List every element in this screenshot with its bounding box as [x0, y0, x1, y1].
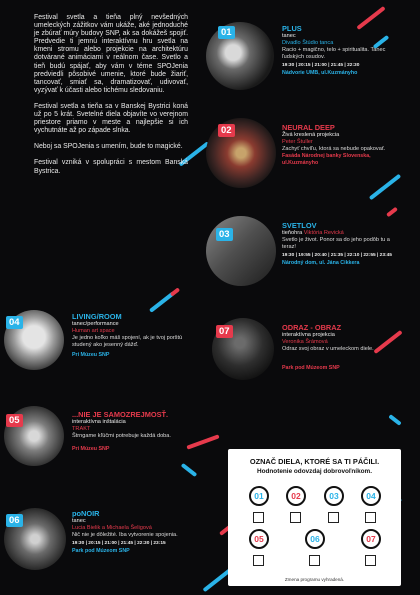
- event-description: Racio + magično, telo + spiritualita. Tanec ľudských osudov.: [282, 46, 386, 60]
- event-category: interaktívna projekcia: [282, 332, 335, 338]
- event-title: SVETLOV: [282, 221, 317, 230]
- event-info: [72, 312, 188, 359]
- vote-checkbox[interactable]: [365, 555, 376, 566]
- vote-number: 05: [249, 529, 269, 549]
- event-category: tanec: [282, 33, 296, 39]
- event-times: 19:30 | 20:15 | 21:00 | 21:45 | 22:30 | 23:15: [72, 540, 166, 546]
- event-title: poNOIR: [72, 509, 100, 518]
- vote-number: 06: [305, 529, 325, 549]
- event-description: Štrngame kľúčmi potrebuje každá doba.: [72, 432, 171, 439]
- event-artist: Divadlo Štúdio tanca: [282, 39, 334, 46]
- event-description: Nič nie je dôležité. Iba vytvorenie spojenia.: [72, 531, 178, 538]
- event-category: [282, 230, 398, 237]
- vote-checkbox[interactable]: [253, 555, 264, 566]
- event-info: [282, 221, 398, 267]
- intro-paragraph: Neboj sa SPOJenia s umením, bude to magické.: [34, 143, 183, 151]
- event-info: [72, 509, 194, 555]
- event-info: [282, 123, 400, 167]
- vote-number: 03: [324, 486, 344, 506]
- event-photo: [206, 216, 276, 286]
- intro-text: [34, 14, 188, 184]
- event-number: 06: [6, 514, 23, 527]
- event-description: Je jedno koľko máš spojení, ak je tvoj porštú studený ako jesenný dážď.: [72, 334, 183, 348]
- intro-paragraph: Festival vzniká v spolupráci s mestom Banská Bystrica.: [34, 159, 188, 175]
- event-category: interaktívna inštalácia: [72, 419, 126, 425]
- event-place: Park pod Múzeom SNP: [72, 547, 130, 554]
- event-number: 05: [6, 414, 23, 427]
- voting-card: [228, 449, 401, 586]
- event-times: 19:30 | 20:15 | 21:00 | 21:45 | 22:30: [282, 62, 360, 68]
- event-title: ODRAZ - OBRAZ: [282, 323, 342, 332]
- event-info: [72, 410, 192, 453]
- event-number: 02: [218, 124, 235, 137]
- event-artist: Veronika Šrámová: [282, 338, 328, 345]
- event-artist: TRAKT: [72, 425, 91, 432]
- event-number: 03: [216, 228, 233, 241]
- event-number: 07: [216, 325, 233, 338]
- decor-stroke: [369, 174, 401, 201]
- event-number: 04: [6, 316, 23, 329]
- vote-checkbox[interactable]: [290, 512, 301, 523]
- event-place: Pri Múzeu SNP: [72, 445, 110, 452]
- decor-stroke: [181, 463, 198, 477]
- event-photo: [206, 22, 274, 90]
- voting-subheading: Hodnotenie odovzdaj dobrovoľníkom.: [256, 468, 372, 475]
- decor-stroke: [386, 207, 398, 218]
- event-description: Svetlo je život. Ponor sa do jeho podôb tu a teraz!: [282, 236, 390, 250]
- event-place: Nádvorie UMB, ul.Kuzmányho: [282, 69, 358, 76]
- program-change-note: Zmena programu vyhradená.: [284, 577, 345, 582]
- event-category: tanec: [72, 518, 86, 524]
- vote-number: 07: [361, 529, 381, 549]
- event-info: [282, 24, 400, 76]
- vote-number: 01: [249, 486, 269, 506]
- event-title: NEURAL DEEP: [282, 123, 335, 132]
- vote-number: 04: [361, 486, 381, 506]
- event-description: Odraz svoj obraz v umeleckom diele.: [282, 345, 374, 352]
- decor-stroke: [388, 414, 401, 426]
- event-times: 19:30 | 19:55 | 20:40 | 21:35 | 22:10 | 22:55 | 23:45: [282, 252, 392, 258]
- decor-stroke: [170, 287, 180, 296]
- event-place: Fasáda Národnej banky Slovenska, ul.Kuzmányho: [282, 152, 371, 166]
- intro-paragraph: Festival svetla a tieňa plný nevšedných umeleckých zážitkov vám ukáže, aké jednoduché je zbúrať múry budovy SNP, ak sa dokážeš spojiť. Predvedie ti jemnú interaktívnu hru svetla na kmeni stromu alebo projekcie na architektúru dotvárané animáciami v reálnom čase. Svetlo a tieň budú spájať, aby vám v téme SPOJenia predviedli pôsobivé umenie, ktoré bude žiariť, tancovať, smiať sa, dramatizovať, udivovať, vyzývať k účasti alebo tichému sledovaniu.: [34, 14, 188, 94]
- event-title: PLUS: [282, 24, 302, 33]
- event-place: Park pod Múzeom SNP: [282, 364, 340, 371]
- event-info: [282, 323, 400, 372]
- event-photo: [206, 118, 276, 188]
- event-artist: Human art space: [72, 327, 115, 334]
- event-place: Pri Múzeu SNP: [72, 351, 110, 358]
- vote-checkbox[interactable]: [365, 512, 376, 523]
- intro-paragraph: Festival svetla a tieňa sa v Banskej Bystrici koná už po 5 krát. Svetelné diela objavíte vo verejnom priestore priamo v meste a najlepšie si ich vychutnáte až po západe slnka.: [34, 102, 188, 135]
- event-title: ...NIE JE SAMOZREJMOSŤ.: [72, 410, 169, 419]
- vote-checkbox[interactable]: [253, 512, 264, 523]
- vote-checkbox[interactable]: [309, 555, 320, 566]
- event-artist: Peter Štuller: [282, 138, 313, 145]
- event-number: 01: [218, 26, 235, 39]
- event-description: Zachyť chvíľu, ktorá sa nebude opakovať.: [282, 145, 386, 152]
- event-artist: Viktória Revická: [303, 230, 344, 236]
- event-title: LIVING/ROOM: [72, 312, 122, 321]
- vote-checkbox[interactable]: [328, 512, 339, 523]
- voting-heading: OZNAČ DIELA, KTORÉ SA TI PÁČILI.: [249, 457, 380, 466]
- event-artist: Lucia Bielik a Michaela Šeligová: [72, 524, 152, 531]
- event-place: Národný dom, ul. Jána Cikkera: [282, 259, 360, 266]
- event-category: Živá kreslená projekcia: [282, 132, 340, 138]
- event-category-text: tieňohra: [282, 230, 303, 236]
- event-category: tanec/performance: [72, 321, 119, 327]
- vote-number: 02: [286, 486, 306, 506]
